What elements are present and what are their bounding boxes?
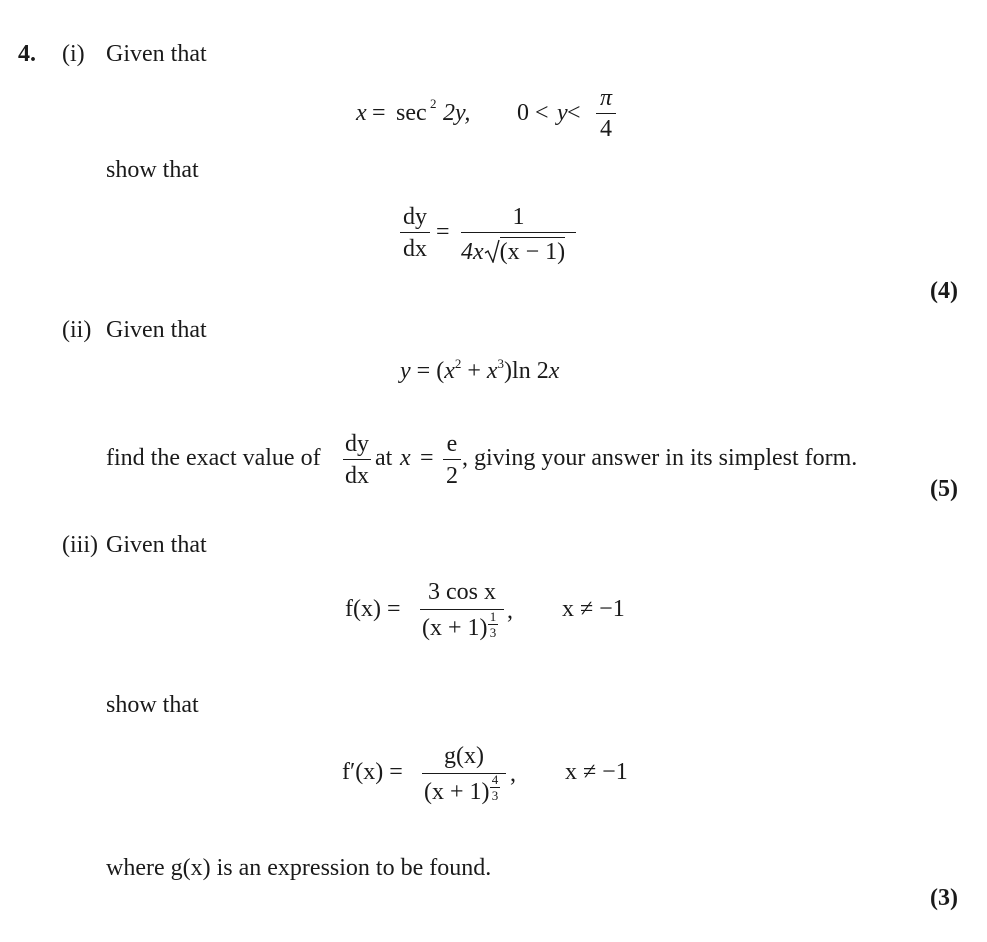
eq-arg: 2y,: [443, 100, 471, 126]
result-numerator: g(x): [444, 743, 484, 769]
part-ii-marks: (5): [930, 476, 958, 502]
result-comma: ,: [510, 761, 516, 787]
eq-ln-tail: )ln 2: [504, 358, 549, 384]
given-numerator: 3 cos x: [428, 579, 496, 605]
sqrt-sign: [484, 239, 500, 263]
given-lhs: f(x) =: [345, 596, 401, 622]
eq-var-y: y: [400, 358, 411, 384]
part-ii-label: (ii): [62, 317, 92, 343]
result-equals: =: [436, 219, 450, 245]
eq-var-x: x: [356, 100, 367, 126]
given-comma: ,: [507, 598, 513, 624]
fraction-pi-over-4: [596, 86, 616, 141]
eq-sec: sec: [396, 100, 427, 126]
eq-power-2: 2: [454, 356, 462, 371]
part-i-instruction: show that: [106, 157, 199, 183]
cond-var: y: [557, 100, 568, 126]
result-denominator: [461, 233, 576, 264]
fraction-numerator: e: [446, 431, 458, 457]
given-condition: x ≠ −1: [562, 596, 625, 622]
fraction-denominator: 2: [446, 463, 458, 490]
eq-sec-power: 2: [430, 96, 437, 111]
part-iii-label: (iii): [62, 532, 98, 558]
result-fraction: [461, 205, 576, 264]
question-number: 4.: [18, 41, 36, 67]
part-iii-instruction: show that: [106, 692, 199, 718]
eq-equals: =: [372, 100, 386, 126]
fraction-denominator: 4: [600, 116, 612, 143]
derivative-numerator: dy: [403, 204, 427, 230]
derivative-denominator: dx: [345, 463, 369, 490]
derivative-dy-dx: [400, 205, 430, 261]
derivative-denominator: dx: [403, 236, 427, 263]
fraction-e-over-2: [443, 432, 461, 488]
eq-plus: +: [461, 358, 487, 384]
part-iii-closing: where g(x) is an expression to be found.: [106, 855, 492, 881]
eq-open: = (: [410, 358, 445, 384]
result-numerator: 1: [512, 204, 525, 230]
at-text: at: [375, 445, 393, 471]
part-i-marks: (4): [930, 278, 958, 304]
cond-left: 0 <: [517, 100, 549, 126]
exponent-denominator: 3: [489, 625, 497, 640]
fraction-numerator: π: [599, 85, 613, 111]
cond-lt: <: [567, 100, 581, 126]
result-denominator: (x + 1): [424, 779, 490, 806]
result-condition: x ≠ −1: [565, 759, 628, 785]
part-i-label: (i): [62, 41, 85, 67]
part-i-intro: Given that: [106, 41, 207, 67]
rest-text: , giving your answer in its simplest form.: [462, 445, 858, 471]
part-ii-intro: Given that: [106, 317, 207, 343]
eq-x-squared-base: x: [444, 358, 455, 384]
derivative-numerator: dy: [345, 431, 369, 457]
derivative-dy-dx: [343, 432, 371, 488]
exponent-numerator: 4: [491, 772, 499, 787]
at-equals: =: [420, 445, 434, 471]
part-iii-intro: Given that: [106, 532, 207, 558]
denominator-coefficient: 4x: [461, 239, 484, 266]
result-lhs: f′(x) =: [342, 759, 403, 785]
exponent-numerator: 1: [489, 609, 497, 624]
part-iii-marks: (3): [930, 885, 958, 911]
part-ii-given-equation: [400, 356, 560, 384]
given-denominator: (x + 1): [422, 615, 488, 642]
eq-power-3: 3: [497, 356, 505, 371]
find-text: find the exact value of: [106, 445, 321, 471]
eq-x-cubed-base: x: [486, 358, 498, 384]
eq-ln-arg: x: [548, 358, 560, 384]
at-var: x: [400, 445, 411, 471]
sqrt-radicand: (x − 1): [499, 239, 566, 266]
exponent-denominator: 3: [491, 788, 499, 803]
